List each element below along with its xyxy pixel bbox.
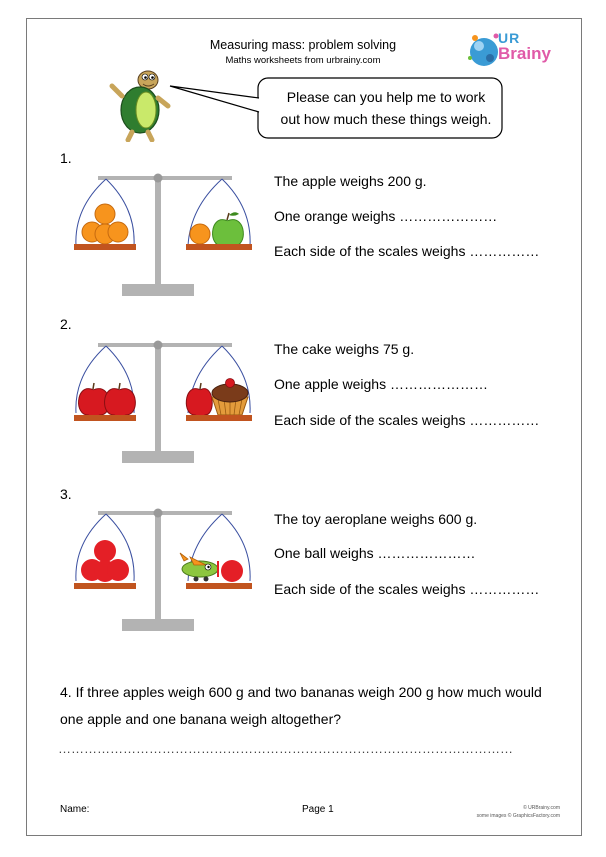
copyright-text: © URBrainy.com [523, 805, 560, 811]
speech-line-1: Please can you help me to work [286, 89, 486, 105]
left-pan [74, 244, 136, 250]
question-3-line-3: Each side of the scales weighs …………… [274, 581, 540, 597]
orange-icon [82, 204, 128, 244]
page-title: Measuring mass: problem solving [209, 38, 397, 52]
ball-icon [81, 540, 129, 582]
question-4-answer-line: …………………………………………………………………………………………… [58, 741, 513, 756]
turtle-character-icon [108, 66, 174, 142]
question-1-number: 1. [60, 150, 72, 166]
question-3-line-2: One ball weighs ………………… [274, 545, 476, 561]
right-pan [186, 244, 252, 250]
question-3-number: 3. [60, 486, 72, 502]
scale-beam [98, 176, 232, 180]
left-pan [74, 415, 136, 421]
page-subtitle: Maths worksheets from urbrainy.com [225, 55, 381, 66]
scale-beam [98, 511, 232, 515]
cupcake-icon [212, 379, 248, 416]
scale-post [155, 180, 161, 286]
question-2-line-3: Each side of the scales weighs …………… [274, 412, 540, 428]
scale-pivot [154, 509, 163, 518]
scale-pivot [154, 341, 163, 350]
speech-bubble-text [266, 86, 506, 130]
left-pan [74, 583, 136, 589]
scale-post [155, 347, 161, 453]
red-apple-icon [105, 383, 136, 417]
balance-scale-1 [70, 168, 260, 318]
green-apple-icon [213, 212, 244, 247]
image-credit-text: some images © GraphicsFactory.com [476, 813, 560, 819]
question-1-line-1: The apple weighs 200 g. [274, 173, 427, 189]
scale-beam [98, 343, 232, 347]
question-2-line-1: The cake weighs 75 g. [274, 341, 415, 357]
toy-aeroplane-icon [180, 553, 219, 582]
question-1-line-3: Each side of the scales weighs …………… [274, 243, 540, 259]
balance-scale-2 [70, 335, 260, 485]
balance-scale-3 [70, 503, 260, 653]
logo-text-brainy: Brainy [498, 44, 551, 63]
logo-text-ur: UR [498, 30, 521, 46]
question-1-line-2: One orange weighs ………………… [274, 208, 498, 224]
right-pan [186, 583, 252, 589]
speech-line-2: out how much these things weigh. [280, 111, 492, 127]
question-2-number: 2. [60, 316, 72, 332]
red-apple-icon [186, 383, 212, 417]
question-2-line-2: One apple weighs ………………… [274, 376, 488, 392]
scale-pivot [154, 174, 163, 183]
page-number: Page 1 [302, 804, 334, 815]
question-4-text: 4. If three apples weigh 600 g and two bananas weigh 200 g how much would one apple and one banana weigh altogether? [60, 684, 542, 727]
name-label: Name: [60, 804, 90, 815]
orange-icon [190, 224, 210, 244]
ball-icon [221, 560, 243, 582]
right-pan [186, 415, 252, 421]
question-3-line-1: The toy aeroplane weighs 600 g. [274, 511, 478, 527]
scale-post [155, 515, 161, 621]
